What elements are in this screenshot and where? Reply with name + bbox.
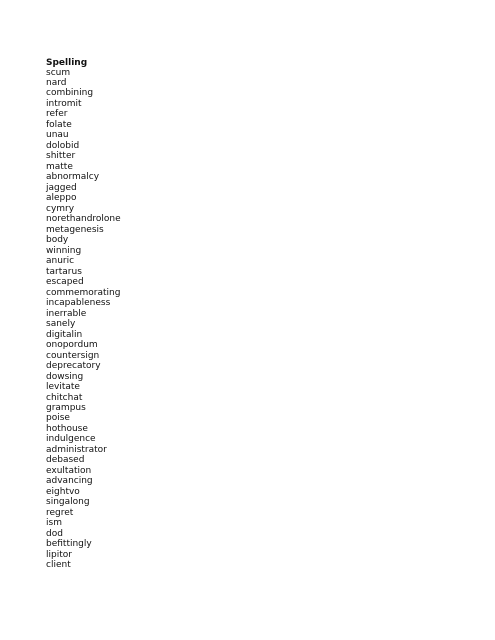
word-item: matte [46,161,73,172]
word-item: client [46,560,71,571]
word-item: abnormalcy [46,172,100,183]
word-item: commemorating [46,287,121,298]
word-item: dowsing [46,371,84,382]
word-item: shitter [46,151,76,162]
word-item: jagged [46,182,77,193]
word-list [46,68,121,571]
word-item: ism [46,518,62,529]
word-item: nard [46,77,67,88]
word-item: combining [46,88,94,99]
word-item: sanely [46,319,76,330]
word-item: countersign [46,350,100,361]
word-item: metagenesis [46,224,104,235]
word-item: befittingly [46,539,92,550]
word-item: dod [46,528,63,539]
word-item: incapableness [46,298,111,309]
spelling-heading: Spelling [46,58,88,68]
word-item: cymry [46,203,75,214]
word-item: winning [46,245,82,256]
word-item: refer [46,109,68,120]
word-item: escaped [46,277,84,288]
word-item: administrator [46,444,107,455]
word-item: exultation [46,465,92,476]
word-item: body [46,235,69,246]
word-item: dolobid [46,140,80,151]
word-item: onopordum [46,340,98,351]
word-item: scum [46,67,71,78]
word-item: tartarus [46,266,82,277]
word-item: anuric [46,256,75,267]
word-item: inerrable [46,308,87,319]
word-item: digitalin [46,329,83,340]
word-item: indulgence [46,434,96,445]
word-item: eightvo [46,486,80,497]
word-item: unau [46,130,69,141]
word-item: advancing [46,476,93,487]
word-item: norethandrolone [46,214,121,225]
word-item: levitate [46,382,80,393]
word-item: regret [46,507,74,518]
word-item: lipitor [46,549,72,560]
word-item: singalong [46,497,90,508]
word-item: folate [46,119,72,130]
spelling-section [46,57,121,571]
word-item: poise [46,413,70,424]
word-item: chitchat [46,392,83,403]
word-item: debased [46,455,85,466]
word-item: hothouse [46,423,88,434]
word-item: deprecatory [46,361,101,372]
word-item: aleppo [46,193,77,204]
word-item: intromit [46,98,82,109]
word-item: grampus [46,403,86,413]
